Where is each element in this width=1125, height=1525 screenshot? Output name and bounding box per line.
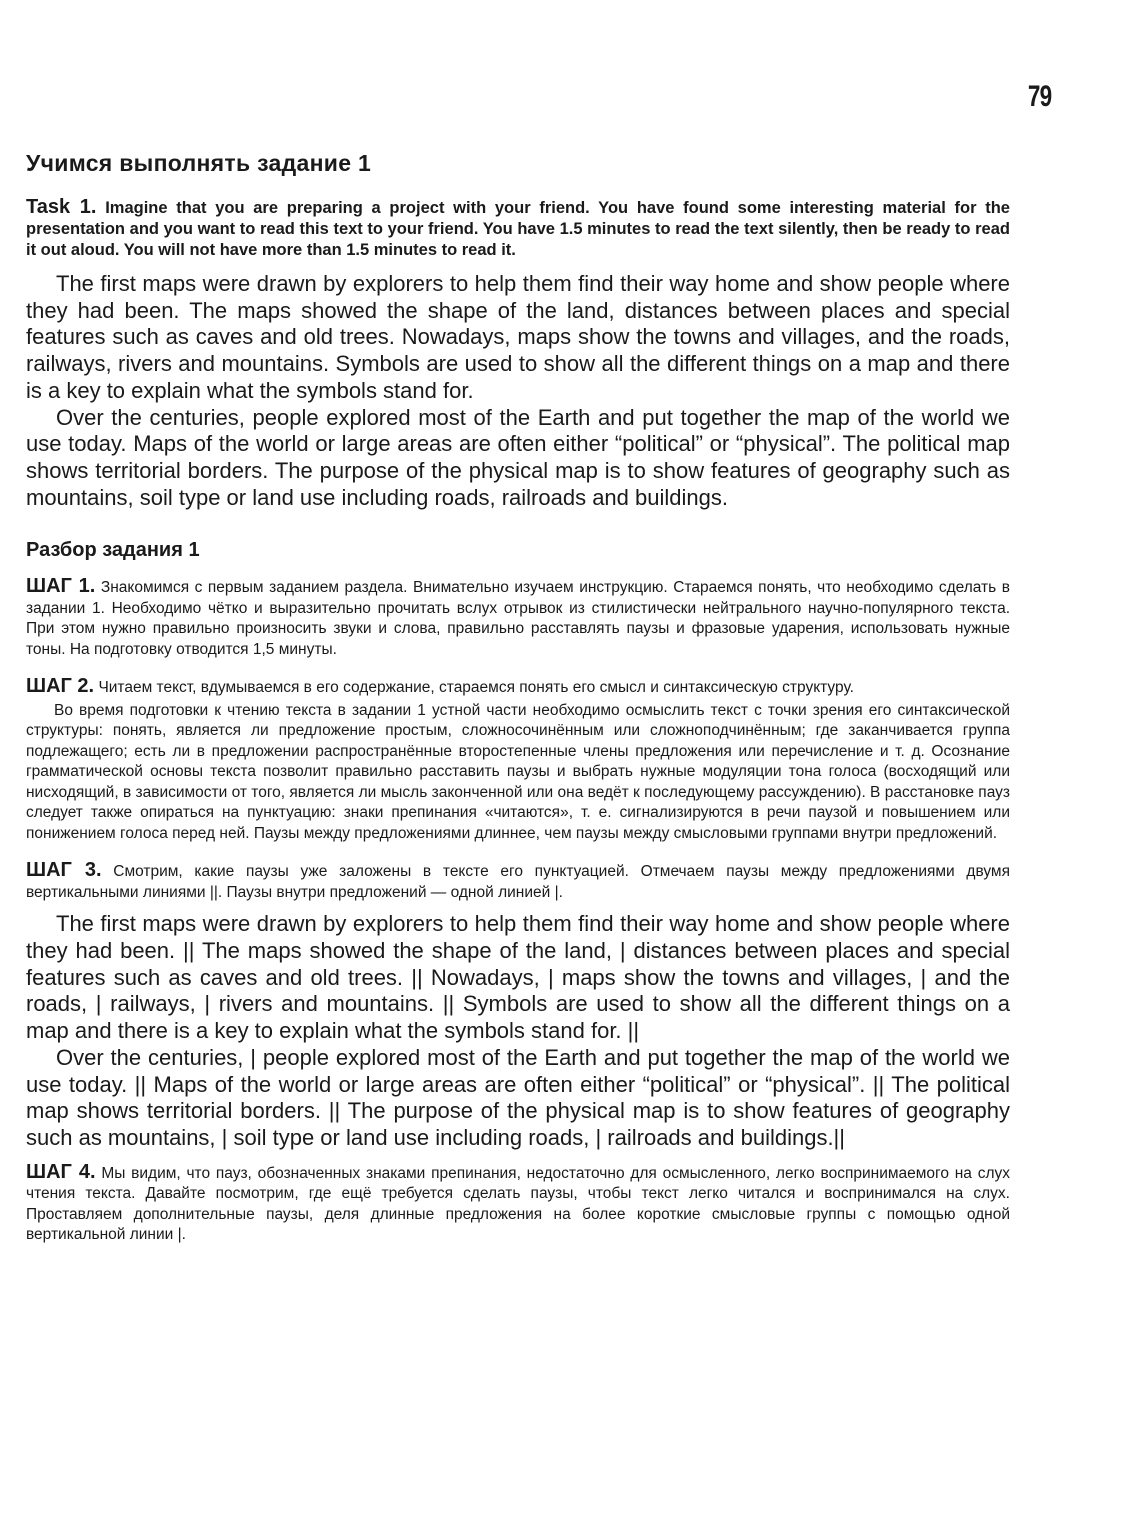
step-2-detail: Во время подготовки к чтению текста в задании 1 устной части необходимо осмыслить текст с точки зрения его синтаксической структуры: понять, является ли предложение простым, сложносочинённым или сложноподчинённым; где заканчивается группа подлежащего; есть ли в предложении распространённые второстепенные члены предложения или перечисление и т. д. Осознание грамматической основы текста позволит правильно расставить паузы и выбрать нужные модуляции тона голоса (восходящий или нисходящий, в зависимости от того, является ли мысль законченной или она ведёт к последующему рассуждению). В расстановке пауз следует также опираться на пунктуацию: знаки препинания «читаются», т. е. сигнализируются в речи паузой и повышением или понижением голоса перед ней. Паузы между предложениями длиннее, чем паузы между смысловыми группами внутри предложений. xyxy=(26,701,1010,842)
step-4-text: Мы видим, что пауз, обозначенных знаками препинания, недостаточно для осмысленного, легко воспринимаемого на слух чтения текста. Давайте посмотрим, где ещё требуется сделать паузы, чтобы текст легко читался и воспринимался на слух. Проставляем дополнительные паузы, деля длинные предложения на более короткие смысловые группы с помощью одной вертикальной линии |. xyxy=(26,1164,1010,1244)
task-label: Task 1. xyxy=(26,196,97,218)
step-3-text: Смотрим, какие паузы уже заложены в тексте его пунктуацией. Отмечаем паузы между предложениями двумя вертикальными линиями ||. Паузы внутри предложений — одной линией |. xyxy=(26,863,1010,901)
step-3 xyxy=(26,860,1010,903)
task-text: Imagine that you are preparing a project with your friend. You have found some interesting material for the presentation and you want to read this text to your friend. You have 1.5 minutes to read the text silently, then be ready to read it out aloud. You will not have more than 1.5 minutes to read it. xyxy=(26,199,1010,259)
reading-paragraph-1: The first maps were drawn by explorers to help them find their way home and show people where they had been. The maps showed the shape of the land, distances between places and special features such as caves and old trees. Nowadays, maps show the towns and villages, and the roads, railways, rivers and mountains. Symbols are used to show all the different things on a map and there is a key to explain what the symbols stand for. xyxy=(26,271,1010,403)
step-4 xyxy=(26,1162,1010,1246)
step-2-label: ШАГ 2. xyxy=(26,675,95,698)
step-3-label: ШАГ 3. xyxy=(26,859,102,882)
page-number: 79 xyxy=(1027,80,1051,113)
step-1-label: ШАГ 1. xyxy=(26,575,96,598)
step-2-text: Читаем текст, вдумываемся в его содержание, стараемся понять его смысл и синтаксическую структуру. xyxy=(98,679,854,697)
task-instruction xyxy=(26,197,1010,261)
section-title: Учимся выполнять задание 1 xyxy=(26,150,372,176)
analysis-title: Разбор задания 1 xyxy=(26,539,200,562)
marked-paragraph-1: The first maps were drawn by explorers to help them find their way home and show people where they had been. || The maps showed the shape of the land, | distances between places and special features such as caves and old trees. || Nowadays, | maps show the towns and villages, | and the roads, | railways, | rivers and mountains. || Symbols are used to show all the different things on a map and there is a key to explain what the symbols stand for. || xyxy=(26,911,1010,1044)
page-content xyxy=(26,150,1010,1262)
step-2 xyxy=(26,676,1010,699)
step-1 xyxy=(26,576,1010,660)
marked-paragraph-2: Over the centuries, | people explored most of the Earth and put together the map of the world we use today. || Maps of the world or large areas are often either “political” or “physical”. || The political map shows territorial borders. || The purpose of the physical map is to show features of geography such as mountains, | soil type or land use including roads, | railroads and buildings.|| xyxy=(26,1044,1010,1150)
step-4-label: ШАГ 4. xyxy=(26,1160,96,1183)
reading-paragraph-2: Over the centuries, people explored most of the Earth and put together the map of the world we use today. Maps of the world or large areas are often either “political” or “physical”. The political map shows territorial borders. The purpose of the physical map is to show features of geography such as mountains, soil type or land use including roads, railroads and buildings. xyxy=(26,404,1010,510)
step-1-text: Знакомимся с первым заданием раздела. Внимательно изучаем инструкцию. Стараемся понять, что необходимо сделать в задании 1. Необходимо чётко и выразительно прочитать вслух отрывок из стилистически нейтрального научно-популярного текста. При этом нужно правильно произносить звуки и слова, правильно расставлять паузы и фразовые ударения, использовать нужные тоны. На подготовку отводится 1,5 минуты. xyxy=(26,579,1010,658)
